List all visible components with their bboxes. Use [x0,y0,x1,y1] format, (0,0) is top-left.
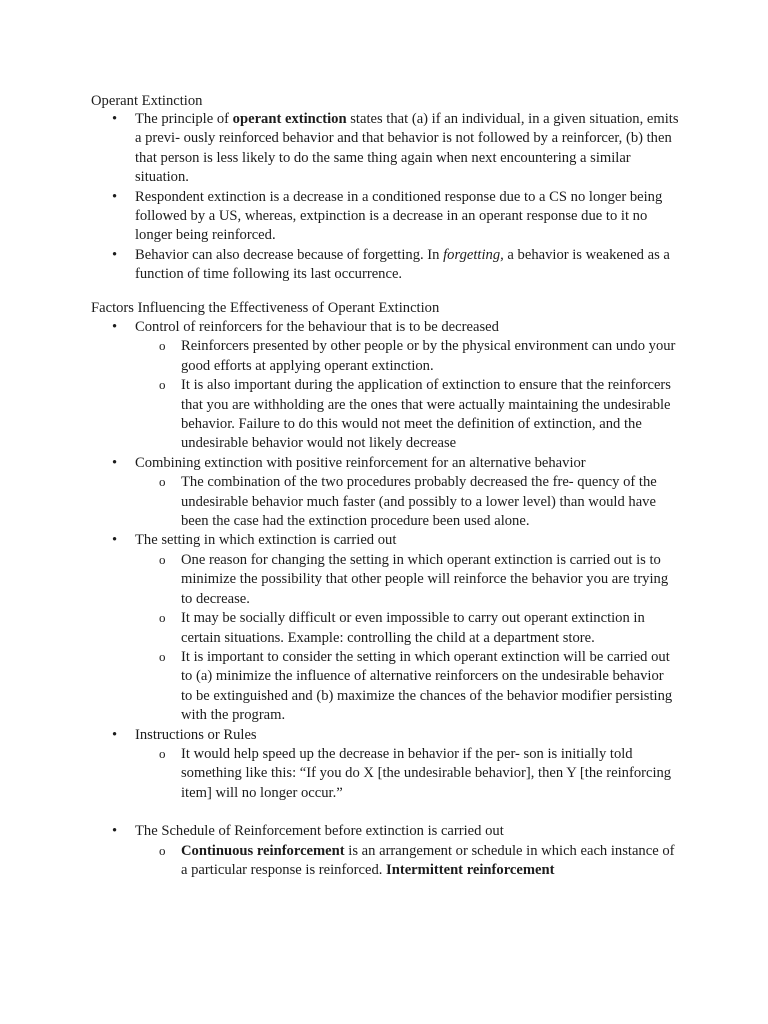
bullet-text: Behavior can also decrease because of forgetting. In [135,246,444,263]
factor-item [0,318,680,454]
sub-bullet-item: o The combination of the two procedures probably decreased the fre- quency of the undesirable behavior much faster (and possibly to a lower level) than would have been the case had the extinction procedure been used alone. [181,473,676,531]
section-heading-operant-extinction: Operant Extinction [91,93,203,109]
list-spacer [0,803,545,822]
factor-item [0,531,680,725]
factors-bullet-list [0,318,680,880]
factor-title: Instructions or Rules [135,726,257,743]
factor-title: Combining extinction with positive reinforcement for an alternative behavior [135,454,586,471]
factor-sub-list [135,337,680,453]
bullet-text: a behavior is weakened as a function of time following its last occurrence. [135,246,670,283]
operant-extinction-bullet-list [0,110,680,285]
factor-sub-list [135,551,680,726]
bullet-text: states that (a) if an individual, in a given situation, emits a previ- ously reinforced behavior and that behavior is not followed by a reinforcer, (b) then that person is less likely to do the same thing again when next encountering a similar situation. [135,111,679,186]
factor-title: The Schedule of Reinforcement before extinction is carried out [135,823,504,840]
bold-term: Intermittent reinforcement [386,861,555,878]
factor-sub-list [135,745,680,803]
bullet-item [0,246,680,285]
section-heading-factors: Factors Influencing the Effectiveness of Operant Extinction [91,300,440,316]
bullet-item [0,110,680,188]
factor-sub-list [135,842,680,881]
sub-bullet-item: o It is also important during the application of extinction to ensure that the reinforcers that you are withholding are the ones that were actually maintaining the undesirable behavior. Failure to do this would not meet the definition of extinction, and the undesirable behavior would not likely decrease [181,376,676,454]
bold-term: operant extinction [232,111,347,127]
factor-title: The setting in which extinction is carried out [135,532,397,549]
factor-title: Control of reinforcers for the behaviour that is to be decreased [135,319,499,335]
sub-bullet-item: o Reinforcers presented by other people or by the physical environment can undo your good efforts at applying operant extinction. [181,337,676,376]
factor-sub-list [135,473,680,531]
bullet-text: Respondent extinction is a decrease in a conditioned response due to a CS no longer being followed by a US, whereas, extpinction is a decrease in an operant response due to it no longer being reinforced. [135,188,663,244]
sub-bullet-item: o It would help speed up the decrease in behavior if the per- son is initially told something like this: “If you do X [the undesirable behavior], then Y [the reinforcing item] will no longer occur.” [181,745,676,803]
factor-item [0,726,680,804]
bullet-item [0,188,680,246]
sub-bullet-item: o It is important to consider the setting in which operant extinction will be carried out to (a) minimize the influence of alternative reinforcers on the undesirable behavior to be extinguished and (b) maximize the chances of the behavior modifier persisting with the program. [181,648,676,726]
factor-item [0,454,680,532]
sub-bullet-text: is an arrangement or schedule in which each instance of a particular response is reinforced. [181,842,675,878]
bold-term: Continuous reinforcement [181,842,345,859]
sub-bullet-item: o It may be socially difficult or even impossible to carry out operant extinction in certain situations. Example: controlling the child at a department store. [181,609,676,648]
factor-item [0,822,680,880]
italic-term: forgetting, [443,246,504,263]
sub-bullet-item: o One reason for changing the setting in which operant extinction is carried out is to minimize the possibility that other people will reinforce the behavior you are trying to decrease. [181,551,676,609]
sub-bullet-item [181,842,676,881]
bullet-text: The principle of [135,111,233,127]
